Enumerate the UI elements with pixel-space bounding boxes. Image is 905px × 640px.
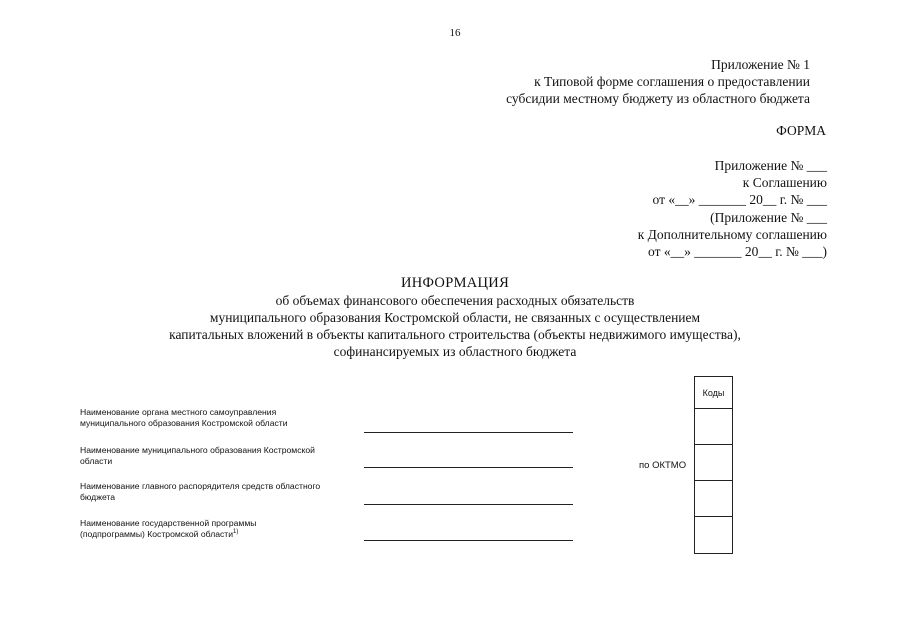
annex-line: к Дополнительному соглашению: [637, 226, 827, 242]
forma-label: ФОРМА: [776, 123, 826, 138]
annex-line: к Соглашению: [742, 175, 827, 191]
footnote-marker: 1): [233, 529, 239, 536]
codes-table: [694, 376, 733, 554]
field-label-text: (подпрограммы) Костромской области: [80, 529, 234, 539]
field-label-line: [80, 529, 370, 540]
codes-header: Коды: [695, 377, 732, 409]
field-input-line-chief-manager[interactable]: [364, 504, 573, 505]
field-label-line: области: [80, 456, 113, 466]
codes-cell[interactable]: [695, 481, 732, 517]
annex-block: [527, 157, 827, 260]
title-main: ИНФОРМАЦИЯ: [400, 275, 510, 291]
field-label-line: Наименование государственной программы: [80, 518, 257, 528]
appendix-header-line: субсидии местному бюджету из областного бюджета: [506, 91, 810, 106]
codes-cell-oktmo[interactable]: [695, 445, 732, 481]
field-input-line-municipality[interactable]: [364, 467, 573, 468]
title-line: софинансируемых из областного бюджета: [333, 344, 577, 359]
title-line: муниципального образования Костромской области, не связанных с осуществлением: [209, 310, 701, 325]
annex-line: от «__» _______ 20__ г. № ___): [648, 244, 827, 260]
field-label-line: муниципального образования Костромской области: [80, 418, 288, 428]
field-input-line-local-authority[interactable]: [364, 432, 573, 433]
field-label-line: Наименование муниципального образования Костромской: [80, 445, 315, 455]
field-label-chief-manager: [80, 481, 370, 503]
document-title: [100, 275, 810, 360]
title-line: капитальных вложений в объекты капитального строительства (объекты недвижимого имущества),: [169, 327, 741, 342]
field-input-line-state-program[interactable]: [364, 540, 573, 541]
title-line: об объемах финансового обеспечения расходных обязательств: [275, 293, 635, 308]
field-label-line: Наименование главного распорядителя средств областного: [80, 481, 321, 491]
field-label-line: бюджета: [80, 492, 116, 502]
annex-line: (Приложение № ___: [710, 209, 827, 225]
field-label-local-authority: [80, 407, 370, 429]
appendix-header: [390, 56, 810, 107]
field-label-line: Наименование органа местного самоуправления: [80, 407, 277, 417]
appendix-header-line: к Типовой форме соглашения о предоставлении: [534, 74, 810, 89]
field-label-state-program: [80, 518, 370, 540]
appendix-header-line: Приложение № 1: [711, 57, 810, 72]
annex-line: от «__» _______ 20__ г. № ___: [652, 192, 827, 208]
codes-cell[interactable]: [695, 517, 732, 554]
field-label-municipality: [80, 445, 370, 467]
oktmo-label: по ОКТМО: [639, 460, 687, 471]
page-number: 16: [449, 27, 461, 39]
codes-cell[interactable]: [695, 409, 732, 445]
annex-line: Приложение № ___: [714, 158, 827, 173]
